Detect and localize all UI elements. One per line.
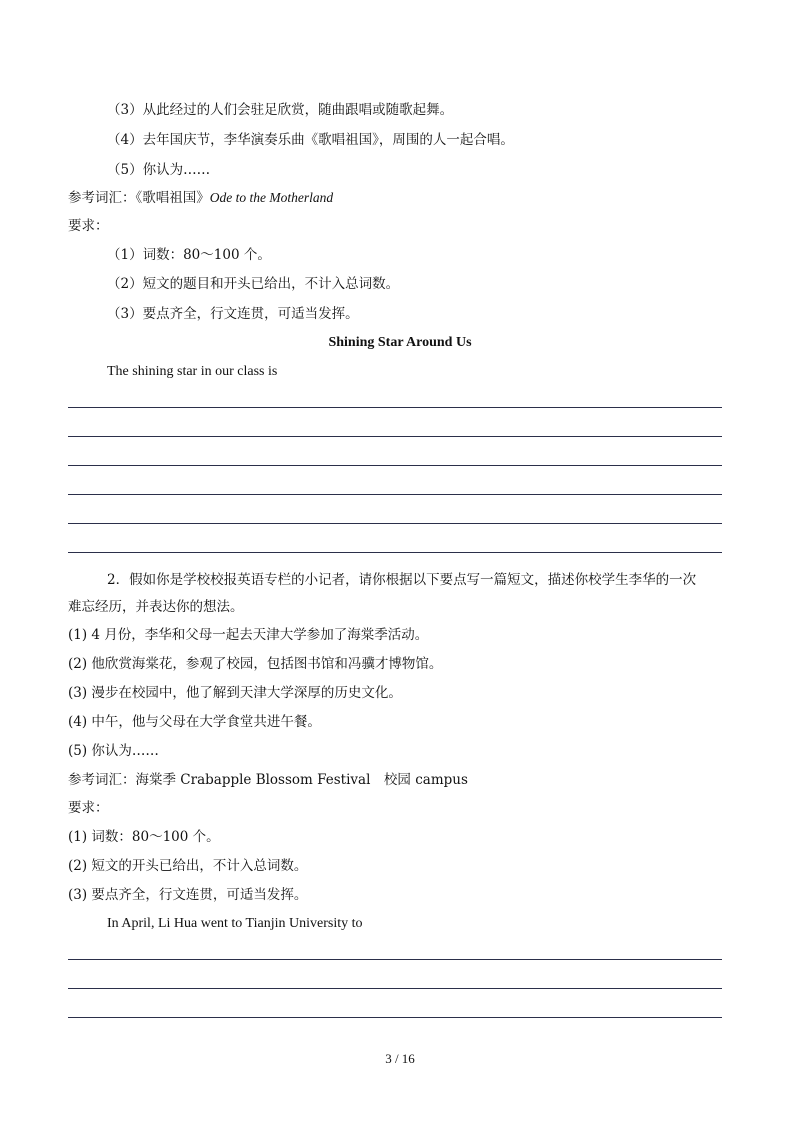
- s2-item-4: (4) 中午，他与父母在大学食堂共进午餐。: [68, 714, 321, 730]
- answer-line: [68, 1017, 722, 1018]
- answer-line: [68, 465, 722, 466]
- s1-vocab-term: Ode to the Motherland: [209, 190, 334, 205]
- s2-req-heading: 要求：: [68, 800, 109, 816]
- s2-req-2: (2) 短文的开头已给出，不计入总词数。: [68, 858, 308, 874]
- answer-line: [68, 523, 722, 524]
- s2-item-3: (3) 漫步在校园中，他了解到天津大学深厚的历史文化。: [68, 685, 402, 701]
- s1-vocab: [68, 189, 333, 207]
- s1-item-5: （5）你认为……: [107, 162, 211, 178]
- s1-req-heading: 要求：: [68, 218, 109, 234]
- essay-title: Shining Star Around Us: [328, 335, 472, 350]
- s2-item-5: (5) 你认为……: [68, 743, 159, 759]
- page-number: 3 / 16: [385, 1051, 415, 1066]
- s2-req-1: (1) 词数：80～100 个。: [68, 829, 220, 845]
- s1-req-2: （2）短文的题目和开头已给出，不计入总词数。: [107, 276, 400, 292]
- s2-prompt-line-1: 2．假如你是学校校报英语专栏的小记者，请你根据以下要点写一篇短文，描述你校学生李华的一次: [107, 572, 697, 588]
- s1-vocab-prefix: 参考词汇：《歌唱祖国》: [68, 190, 210, 206]
- s1-item-4: （4）去年国庆节，李华演奏乐曲《歌唱祖国》，周围的人一起合唱。: [107, 132, 514, 148]
- s2-vocab: 参考词汇：海棠季 Crabapple Blossom Festival 校园 campus: [68, 772, 468, 788]
- answer-line: [68, 959, 722, 960]
- s1-item-3: （3）从此经过的人们会驻足欣赏，随曲跟唱或随歌起舞。: [107, 102, 454, 118]
- s2-opening-sentence: In April, Li Hua went to Tianjin University to: [107, 916, 363, 931]
- s2-item-1: (1) 4 月份，李华和父母一起去天津大学参加了海棠季活动。: [68, 627, 429, 643]
- s1-req-3: （3）要点齐全，行文连贯，可适当发挥。: [107, 306, 359, 322]
- s1-req-1: （1）词数：80～100 个。: [107, 247, 271, 263]
- answer-line: [68, 552, 722, 553]
- answer-line: [68, 407, 722, 408]
- answer-line: [68, 988, 722, 989]
- s2-prompt-line-2: 难忘经历，并表达你的想法。: [68, 599, 244, 615]
- answer-line: [68, 436, 722, 437]
- s1-opening-sentence: The shining star in our class is: [107, 364, 278, 379]
- s2-req-3: (3) 要点齐全，行文连贯，可适当发挥。: [68, 887, 308, 903]
- s2-item-2: (2) 他欣赏海棠花，参观了校园，包括图书馆和冯骥才博物馆。: [68, 656, 443, 672]
- answer-line: [68, 494, 722, 495]
